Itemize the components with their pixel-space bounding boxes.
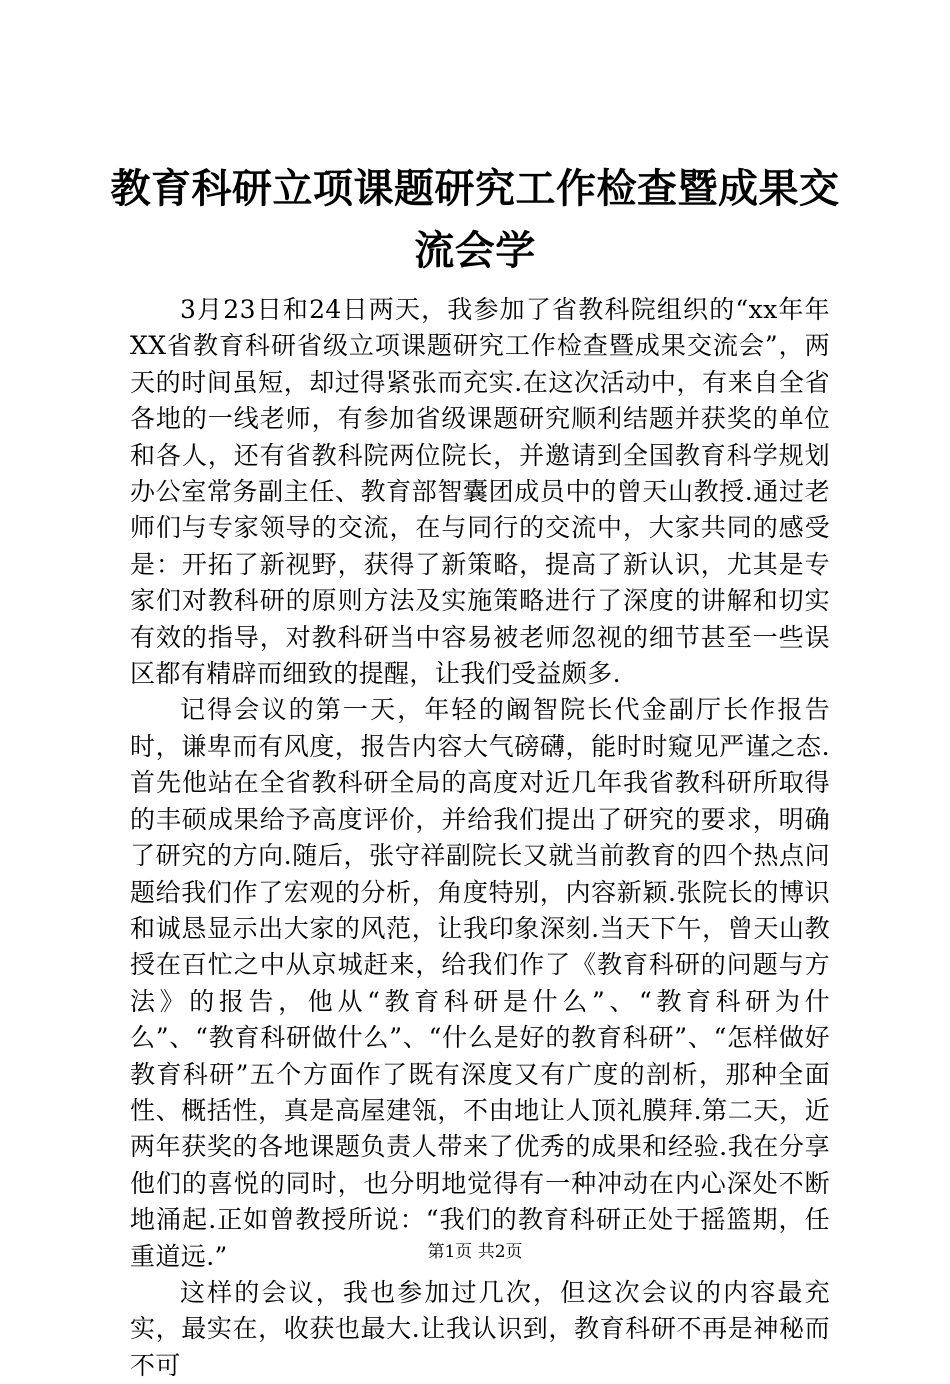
paragraph-3: 这样的会议，我也参加过几次，但这次会议的内容最充实，最实在，收获也最大.让我认识到，教育科研不再是神秘而不可: [130, 1277, 830, 1380]
document-title: 教育科研立项课题研究工作检查暨成果交流会学: [110, 166, 840, 274]
paragraph-2: 记得会议的第一天，年轻的阚智院长代金副厅长作报告时，谦卑而有风度，报告内容大气磅礴，能时时窥见严谨之态.首先他站在全省教科研全局的高度对近几年我省教科研所取得的丰硕成果给予高度评价，并给我们提出了研究的要求，明确了研究的方向.随后，张守祥副院长又就当前教育的四个热点问题给我们作了宏观的分析，角度特别，内容新颖.张院长的博识和诚恳显示出大家的风范，让我印象深刻.当天下午，曾天山教授在百忙之中从京城赶来，给我们作了《教育科研的问题与方法》的报告，他从“教育科研是什么”、“教育科研为什么”、“教育科研做什么”、“什么是好的教育科研”、“怎样做好教育科研”五个方面作了既有深度又有广度的剖析，那种全面性、概括性，真是高屋建瓴，不由地让人顶礼膜拜.第二天，近两年获奖的各地课题负责人带来了优秀的成果和经验.我在分享他们的喜悦的同时，也分明地觉得有一种冲动在内心深处不断地涌起.正如曾教授所说：“我们的教育科研正处于摇篮期，任重道远.”: [130, 695, 830, 1271]
paragraph-1: 3月23日和24日两天，我参加了省教科院组织的“xx年年XX省教育科研省级立项课题研究工作检查暨成果交流会”，两天的时间虽短，却过得紧张而充实.在这次活动中，有来自全省各地的一线老师，有参加省级课题研究顺利结题并获奖的单位和各人，还有省教科院两位院长，并邀请到全国教育科学规划办公室常务副主任、教育部智囊团成员中的曾天山教授.通过老师们与专家领导的交流，在与同行的交流中，大家共同的感受是：开拓了新视野，获得了新策略，提高了新认识，尤其是专家们对教科研的原则方法及实施策略进行了深度的讲解和切实有效的指导，对教科研当中容易被老师忽视的细节甚至一些误区都有精辟而细致的提醒，让我们受益颇多.: [130, 295, 830, 689]
page-number-footer: 第1页 共2页: [427, 1242, 523, 1262]
document-body: [130, 292, 830, 1384]
